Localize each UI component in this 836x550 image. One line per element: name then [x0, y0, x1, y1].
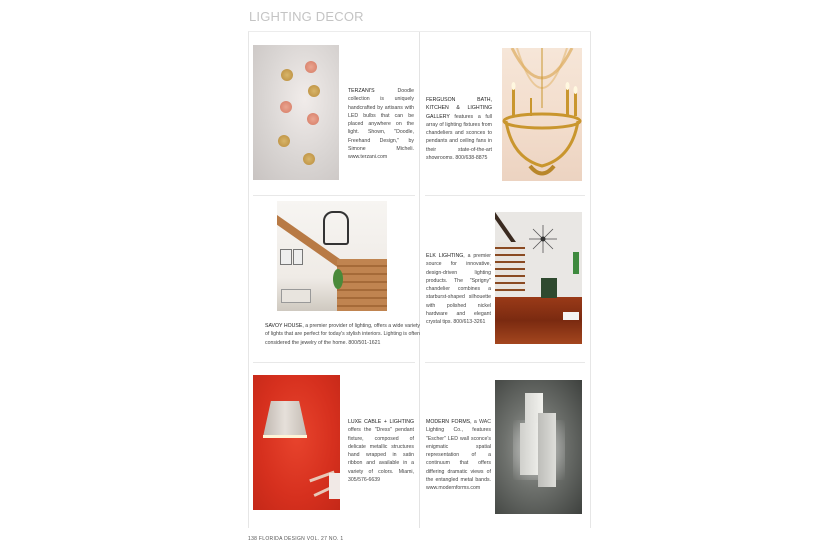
doorway — [541, 278, 557, 298]
wooden-stairs — [337, 259, 387, 311]
column-divider — [419, 32, 420, 528]
caption-terzani — [348, 87, 414, 162]
rose-flower-shape — [307, 113, 319, 125]
elk-lighting-image — [495, 212, 582, 344]
terzani-doodle-image — [253, 45, 339, 180]
rose-flower-shape — [305, 61, 317, 73]
brand-name: TERZANI'S — [348, 88, 375, 94]
shade-glow — [263, 435, 307, 438]
gold-flower-shape — [281, 69, 293, 81]
caption-luxe-cable — [348, 418, 414, 484]
starburst-chandelier — [528, 224, 558, 254]
ferguson-chandelier-image — [502, 48, 582, 181]
wall-art — [280, 249, 292, 265]
sconce-block — [538, 413, 556, 487]
caption-text: Doodle collection is uniquely handcrafted by artisans with LED bulbs that can be placed anywhere on the light. Shown, "Doodle, Freehand Design," by Simone Micheli. www.terzani.com — [348, 88, 414, 161]
brand-name: FERGUSON BATH, KITCHEN & LIGHTING GALLERY — [426, 97, 492, 120]
modern-forms-image — [495, 380, 582, 514]
savoy-house-image — [277, 201, 387, 311]
wood-floor — [495, 297, 582, 344]
caption-modern-forms — [426, 418, 491, 493]
gold-flower-shape — [308, 85, 320, 97]
row-divider — [253, 362, 415, 363]
brand-name: ELK LIGHTING — [426, 253, 464, 259]
plant — [333, 269, 343, 289]
caption-ferguson — [426, 96, 492, 162]
gold-flower-shape — [303, 153, 315, 165]
caption-text: offers the "Dress" pendant fixture, composed of delicate metallic structures hand wrapped in satin ribbon and available in a variety of colors. Miami, 305/576-6639 — [348, 427, 414, 484]
chandelier-illustration — [502, 48, 582, 181]
caption-text: , a premier source for innovative, design-driven lighting products. The "Sprigny" chandelier combines a starburst-shaped silhouette with polished nickel hardware and elegant crystal tips. 800/613-3261 — [426, 253, 491, 326]
brand-name: SAVOY HOUSE — [265, 323, 303, 329]
page-folio: 138 FLORIDA DESIGN VOL. 27 NO. 1 — [248, 536, 344, 542]
caption-savoy — [265, 322, 420, 347]
caption-text: , a WAC Lighting Co., features "Escher" LED wall sconce's enigmatic spatial representation of a continuum that offers differing dramatic views of the entangled metal bands. www.modernforms.com — [426, 419, 491, 492]
wall-art — [293, 249, 303, 265]
row-divider — [425, 362, 585, 363]
lantern-pendant — [323, 211, 349, 245]
section-title: LIGHTING DECOR — [249, 9, 364, 24]
rose-flower-shape — [280, 101, 292, 113]
brand-name: MODERN FORMS — [426, 419, 471, 425]
skirt — [329, 473, 340, 499]
gold-flower-shape — [278, 135, 290, 147]
chair — [281, 289, 311, 303]
caption-text: , a premier provider of lighting, offers a wide variety of lights that are perfect for today's stylish interiors. Lighting is often considered the jewelry of the home. 800/501-1621 — [265, 323, 420, 346]
caption-elk — [426, 252, 491, 327]
luxe-cable-image — [253, 375, 340, 510]
wall-art — [573, 252, 579, 274]
row-divider — [425, 195, 585, 196]
sconce-block — [520, 423, 538, 475]
dress-pendant-shade — [263, 401, 307, 437]
stairs — [495, 242, 525, 292]
brand-name: LUXE CABLE + LIGHTING — [348, 419, 414, 425]
caption-text: features a full array of lighting fixtures from chandeliers and sconces to pendants and ceiling fans in their state-of-the-art showrooms. 800/638-8875 — [426, 113, 492, 162]
row-divider — [253, 195, 415, 196]
bench — [563, 312, 579, 320]
